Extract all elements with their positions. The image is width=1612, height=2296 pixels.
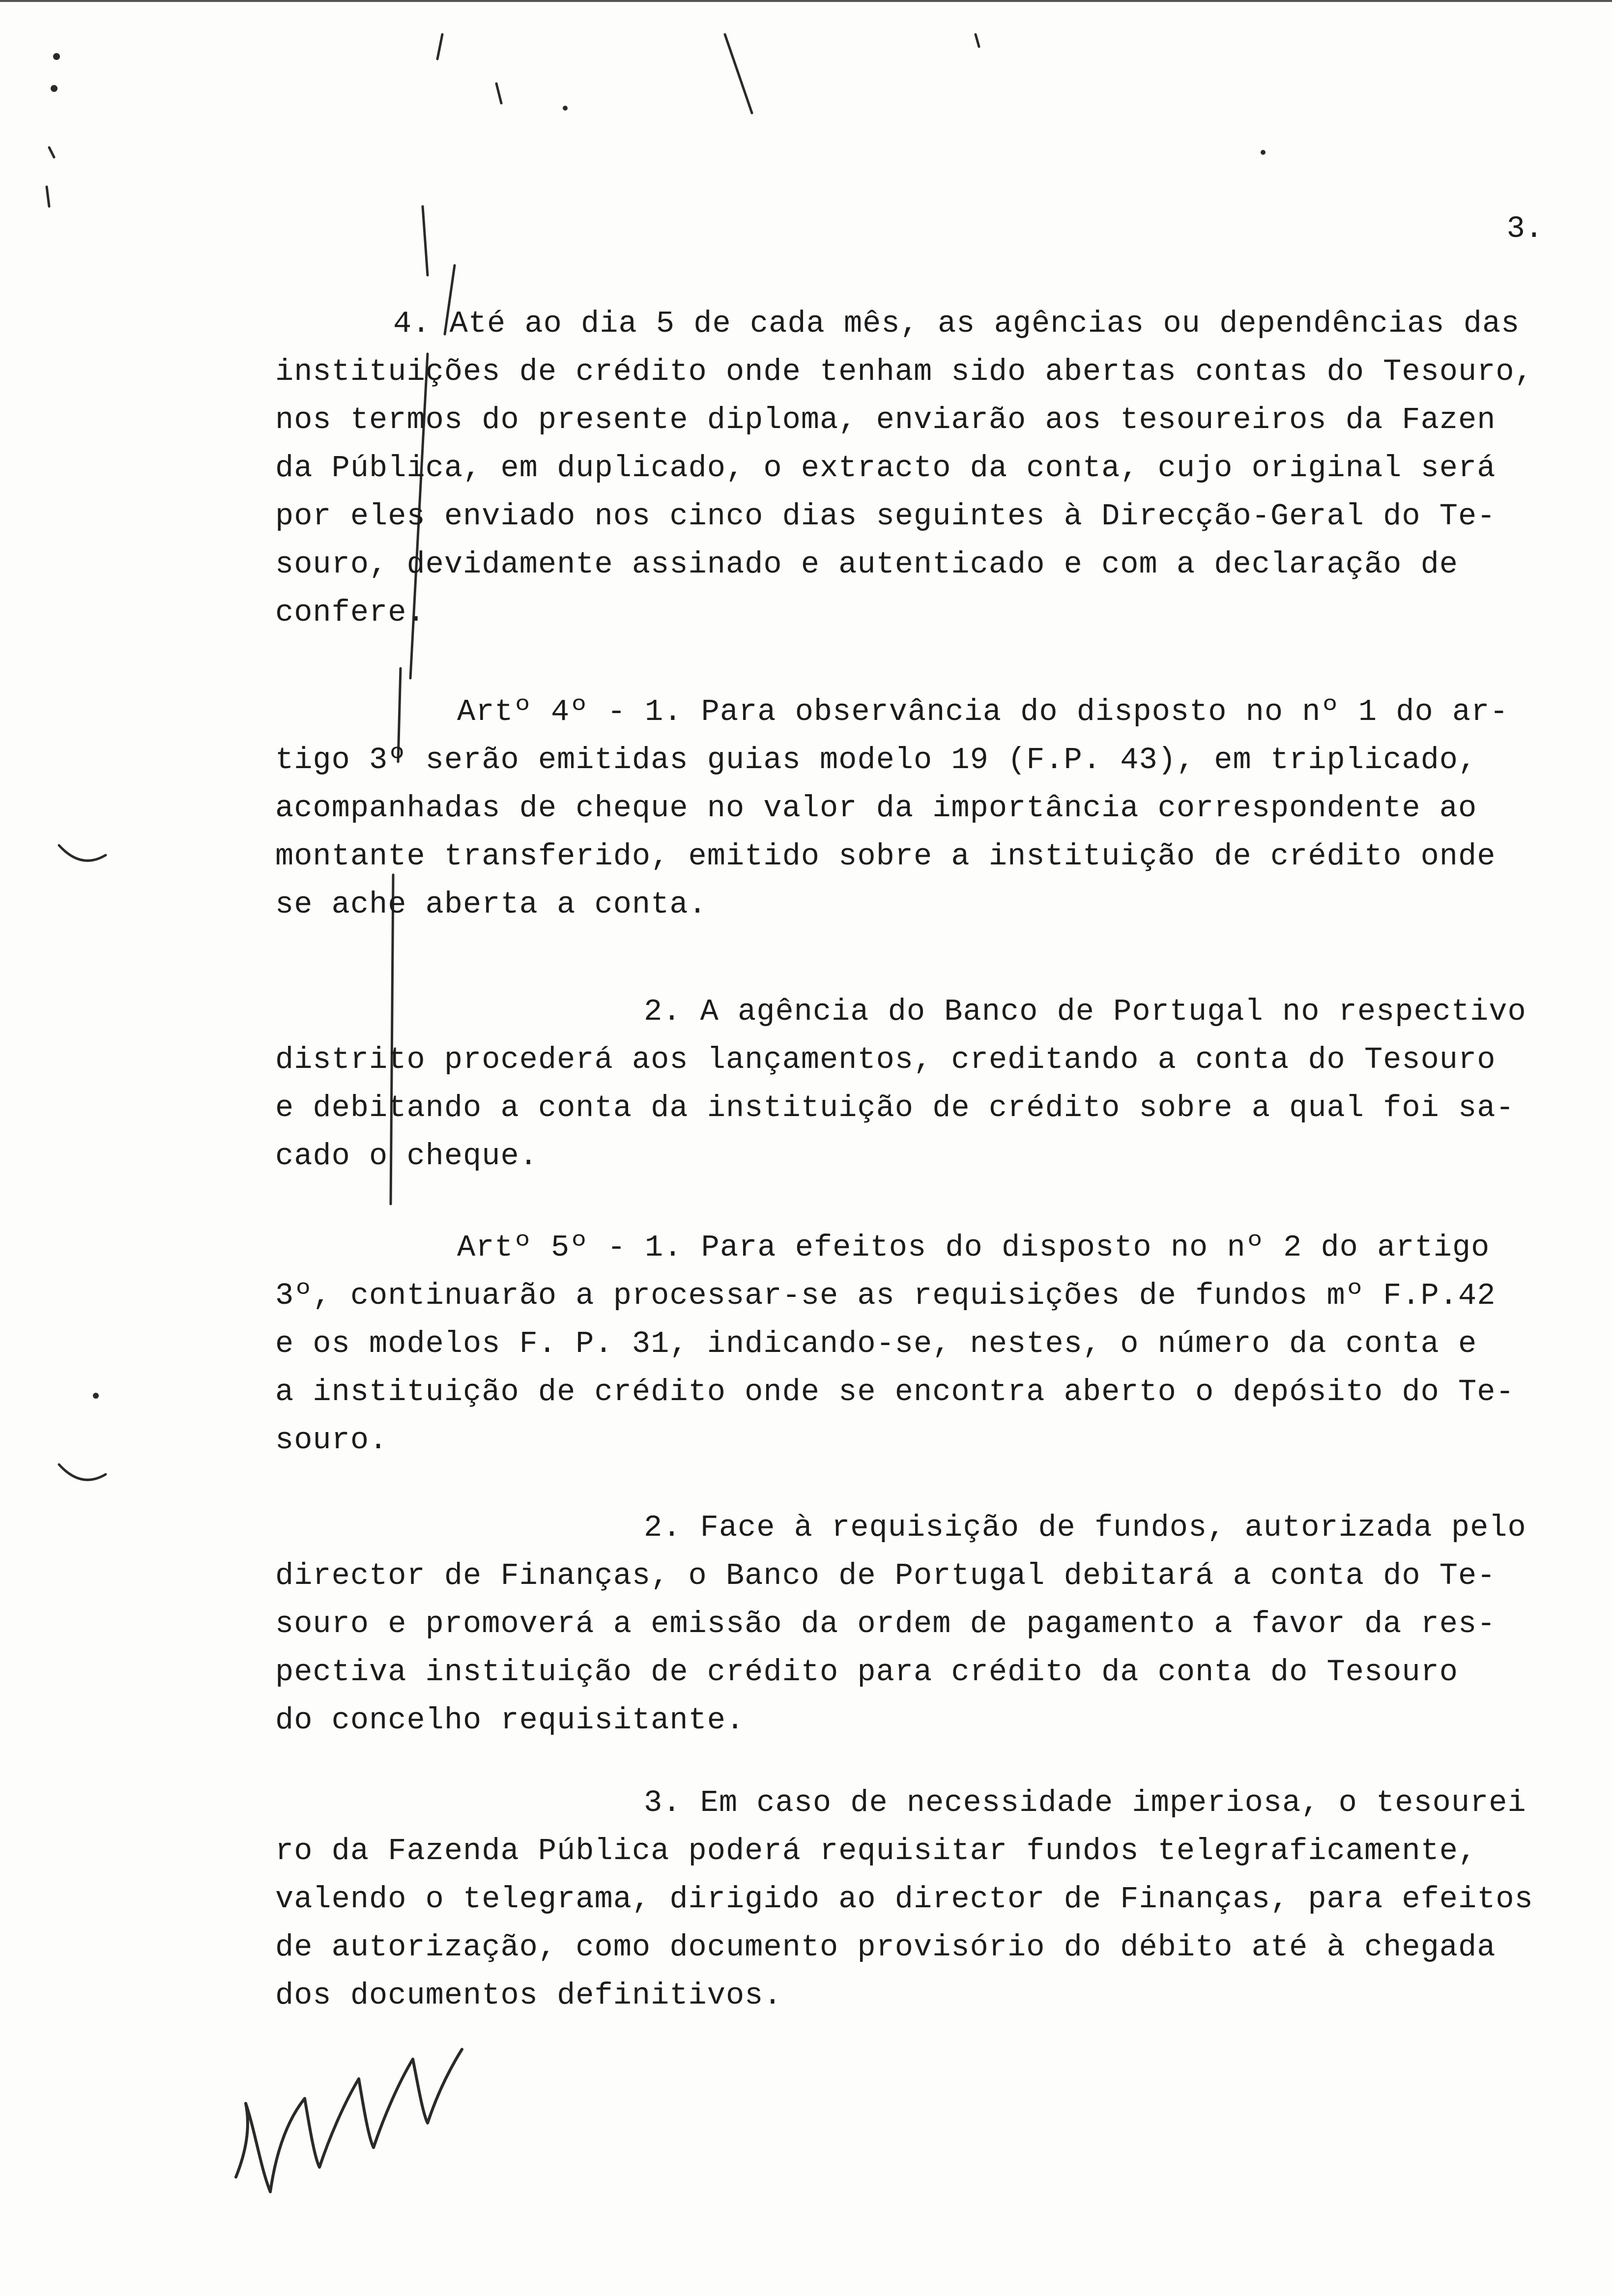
paragraph-art5-item3 <box>275 1779 1602 2020</box>
text-line: de autorização, como documento provisório do débito até à chegada <box>275 1930 1496 1965</box>
text-line: valendo o telegrama, dirigido ao director de Finanças, para efeitos <box>275 1882 1533 1917</box>
text-line: por eles enviado nos cinco dias seguintes à Direcção-Geral do Te- <box>275 499 1496 534</box>
text-line: 3. Em caso de necessidade imperiosa, o tesourei <box>644 1785 1526 1820</box>
punch-hole-mark <box>59 845 106 861</box>
paragraph-art5-item1 <box>275 1224 1602 1464</box>
page-number: 3. <box>1506 211 1543 246</box>
text-line: do concelho requisitante. <box>275 1703 745 1738</box>
top-edge-rule <box>0 0 1612 2</box>
text-line: distrito procederá aos lançamentos, creditando a conta do Tesouro <box>275 1042 1496 1077</box>
paragraph-art3-item4 <box>275 300 1602 637</box>
stray-dot <box>93 1393 99 1399</box>
text-line: cado o cheque. <box>275 1139 538 1174</box>
text-line: da Pública, em duplicado, o extracto da conta, cujo original será <box>275 451 1496 486</box>
text-line: director de Finanças, o Banco de Portugal debitará a conta do Te- <box>275 1558 1496 1593</box>
text-line: dos documentos definitivos. <box>275 1978 782 2013</box>
text-line: montante transferido, emitido sobre a instituição de crédito onde <box>275 839 1496 874</box>
text-line: e os modelos F. P. 31, indicando-se, nestes, o número da conta e <box>275 1326 1477 1361</box>
paragraph-art4-item2 <box>275 988 1602 1180</box>
stray-stroke <box>49 147 54 157</box>
text-line: Artº 4º - 1. Para observância do disposto no nº 1 do ar- <box>457 694 1509 729</box>
margin-stroke <box>423 206 428 275</box>
text-line: tigo 3º serão emitidas guias modelo 19 (F.P. 43), em triplicado, <box>275 743 1477 777</box>
text-line: 4. Até ao dia 5 de cada mês, as agências ou dependências das <box>393 306 1520 341</box>
handwritten-initials <box>231 2030 487 2207</box>
text-line: a instituição de crédito onde se encontra aberto o depósito do Te- <box>275 1375 1515 1409</box>
text-line: 2. A agência do Banco de Portugal no respectivo <box>644 994 1526 1029</box>
text-line: 2. Face à requisição de fundos, autorizada pelo <box>644 1510 1526 1545</box>
text-line: Artº 5º - 1. Para efeitos do disposto no nº 2 do artigo <box>457 1230 1490 1265</box>
text-line: nos termos do presente diploma, enviarão aos tesoureiros da Fazen <box>275 402 1496 437</box>
stray-stroke <box>437 34 442 59</box>
stray-dot <box>1261 150 1266 155</box>
stray-stroke <box>725 34 752 113</box>
stray-stroke <box>976 34 979 47</box>
stray-stroke <box>47 187 49 206</box>
paragraph-art4-item1 <box>275 688 1602 929</box>
text-line: souro e promoverá a emissão da ordem de pagamento a favor da res- <box>275 1607 1496 1641</box>
paragraph-art5-item2 <box>275 1504 1602 1745</box>
text-line: ro da Fazenda Pública poderá requisitar fundos telegraficamente, <box>275 1834 1477 1868</box>
stray-dot <box>53 53 60 60</box>
punch-hole-mark <box>59 1464 106 1480</box>
stray-stroke <box>496 84 501 103</box>
text-line: instituições de crédito onde tenham sido abertas contas do Tesouro, <box>275 354 1533 389</box>
text-line: souro, devidamente assinado e autenticado e com a declaração de <box>275 547 1458 582</box>
text-line: confere. <box>275 595 426 630</box>
text-line: se ache aberta a conta. <box>275 887 707 922</box>
stray-dot <box>51 85 58 92</box>
text-line: souro. <box>275 1423 388 1458</box>
text-line: acompanhadas de cheque no valor da importância correspondente ao <box>275 791 1477 826</box>
text-line: pectiva instituição de crédito para crédito da conta do Tesouro <box>275 1655 1458 1690</box>
text-line: e debitando a conta da instituição de crédito sobre a qual foi sa- <box>275 1091 1515 1125</box>
stray-dot <box>563 106 568 111</box>
text-line: 3º, continuarão a processar-se as requisições de fundos mº F.P.42 <box>275 1278 1496 1313</box>
